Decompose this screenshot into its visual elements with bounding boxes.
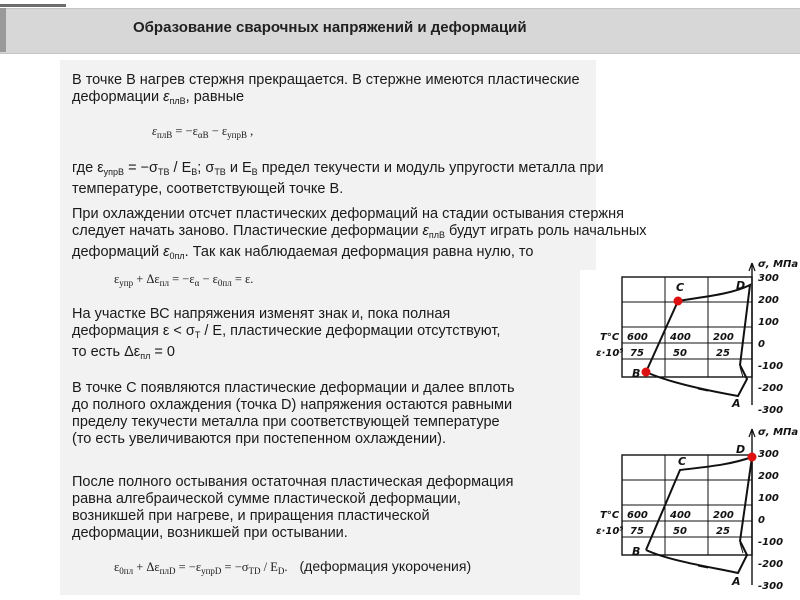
diagram1-t-value: 200 [713,332,734,343]
p5-line-4: (то есть увеличиваются при постепенном охлаждении). [72,431,447,447]
p6-line-4: деформации, возникшей при остывании. [72,525,348,541]
diagram1-row-label: T°C [600,332,620,343]
diagram2-point-c-label: C [678,455,687,468]
stress-diagram-2 [580,425,800,595]
diagram2-t-value: 200 [713,510,734,521]
paragraph-3 [72,206,647,265]
diagram1-point-b-label: B [632,367,641,380]
diagram1-point-b-marker [642,368,651,377]
p4-line-2: деформация $\varepsilon < \sigma_Т / Е$, пластические деформации отсутствуют, [72,323,501,340]
stress-diagram-1 [580,255,800,420]
diagram1-point-c-marker [674,297,683,306]
diagram2-point-b-label: B [632,545,641,558]
paragraph-5 [72,380,515,448]
p1-line-1: В точке В нагрев стержня прекращается. В стержне имеются пластические [72,72,580,88]
diagram1-point-a-label: A [732,397,741,410]
diagram2-eps-value: 50 [673,526,687,537]
diagram2-tick: -100 [758,537,784,548]
diagram1-eps-value: 25 [716,348,730,359]
diagram2-tick: -200 [758,559,784,570]
paragraph-2 [72,160,604,198]
paragraph-6 [72,474,513,542]
diagram2-tick: 100 [758,493,779,504]
p2-line-2: температуре, соответствующей точке В. [72,181,344,197]
diagram1-t-value: 600 [627,332,648,343]
header-side-bar [0,8,6,52]
header-accent [0,4,66,7]
p4-line-3: то есть $\Delta\varepsilon_{пл} = 0$ [72,344,175,361]
diagram2-point-a-label: A [732,575,741,588]
diagram2-row-label: ε·10⁵ [596,526,624,537]
diagram1-tick: -100 [758,361,784,372]
diagram1-t-value: 400 [670,332,691,343]
diagram1-tick: -300 [758,405,784,416]
diagram2-tick: -300 [758,581,784,592]
diagram2-tick: 300 [758,449,779,460]
diagram1-row-label: ε·10⁵ [596,348,624,359]
diagram1-tick: -200 [758,383,784,394]
p3-line-1: При охлаждении отсчет пластических деформаций на стадии остывания стержня [72,206,624,222]
p3-line-3: деформаций $\varepsilon_{0пл}$. Так как наблюдаемая деформация равна нулю, то [72,244,534,261]
paragraph-1 [72,72,580,110]
p6-line-3: возникшей при нагреве, и приращения пластической [72,508,430,524]
diagram2-tick: 0 [758,515,765,526]
p5-line-1: В точке С появляются пластические деформации и далее вплоть [72,380,515,396]
slide-header [0,0,800,58]
diagram2-row-label: T°C [600,510,620,521]
diagram1-y-label: σ, МПа [758,259,799,270]
diagram2-y-label: σ, МПа [758,427,799,438]
p3-line-2: следует начать заново. Пластические деформации $\varepsilon_{плВ}$ будут играть роль начальных [72,223,647,240]
formula-1: $\varepsilon_{плВ} = -\varepsilon_{\alpha В} - \varepsilon_{упрВ}$ , [152,124,254,140]
diagram2-eps-value: 25 [716,526,730,537]
diagram1-tick: 0 [758,339,765,350]
diagram2-t-value: 600 [627,510,648,521]
p5-line-3: пределу текучести металла при соответствующей температуре [72,414,500,430]
slide-title: Образование сварочных напряжений и деформаций [133,19,527,36]
diagram2-t-value: 400 [670,510,691,521]
diagram1-point-d-label: D [736,279,746,292]
diagram2-tick: 200 [758,471,779,482]
diagram2-point-d-label: D [736,443,746,456]
diagram1-tick: 200 [758,295,779,306]
p4-line-1: На участке ВС напряжения изменят знак и, пока полная [72,306,451,322]
paragraph-4 [72,306,500,365]
diagram1-eps-value: 75 [630,348,644,359]
p6-line-1: После полного остывания остаточная пластическая деформация [72,474,514,490]
p6-line-2: равна алгебраической сумме пластической деформации, [72,491,461,507]
formula-3: $\varepsilon_{0пл} + \Delta\varepsilon_{плD} = -\varepsilon_{упрD} = -\sigma_{ТD} / Е_D$. (деформация укорочения) [114,558,472,576]
diagram1-eps-value: 50 [673,348,687,359]
diagram1-tick: 100 [758,317,779,328]
diagram1-point-c-label: C [676,281,685,294]
p1-line-2: деформации $\varepsilon_{плВ}$, равные [72,89,245,106]
diagram1-tick: 300 [758,273,779,284]
diagram2-eps-value: 75 [630,526,644,537]
diagram2-point-d-marker [748,453,757,462]
formula-2: $\varepsilon_{упр} + \Delta\varepsilon_{пл} = -\varepsilon_\alpha - \varepsilon_{0пл} = \varepsilon$. [114,272,254,288]
p5-line-2: до полного охлаждения (точка D) напряжения остаются равными [72,397,513,413]
p2-line-1: где $\varepsilon_{упрВ} = -\sigma_{ТВ} / Е_В$; $\sigma_{ТВ}$ и $Е_В$ предел текучести и модуль упругости металла при [72,160,604,177]
